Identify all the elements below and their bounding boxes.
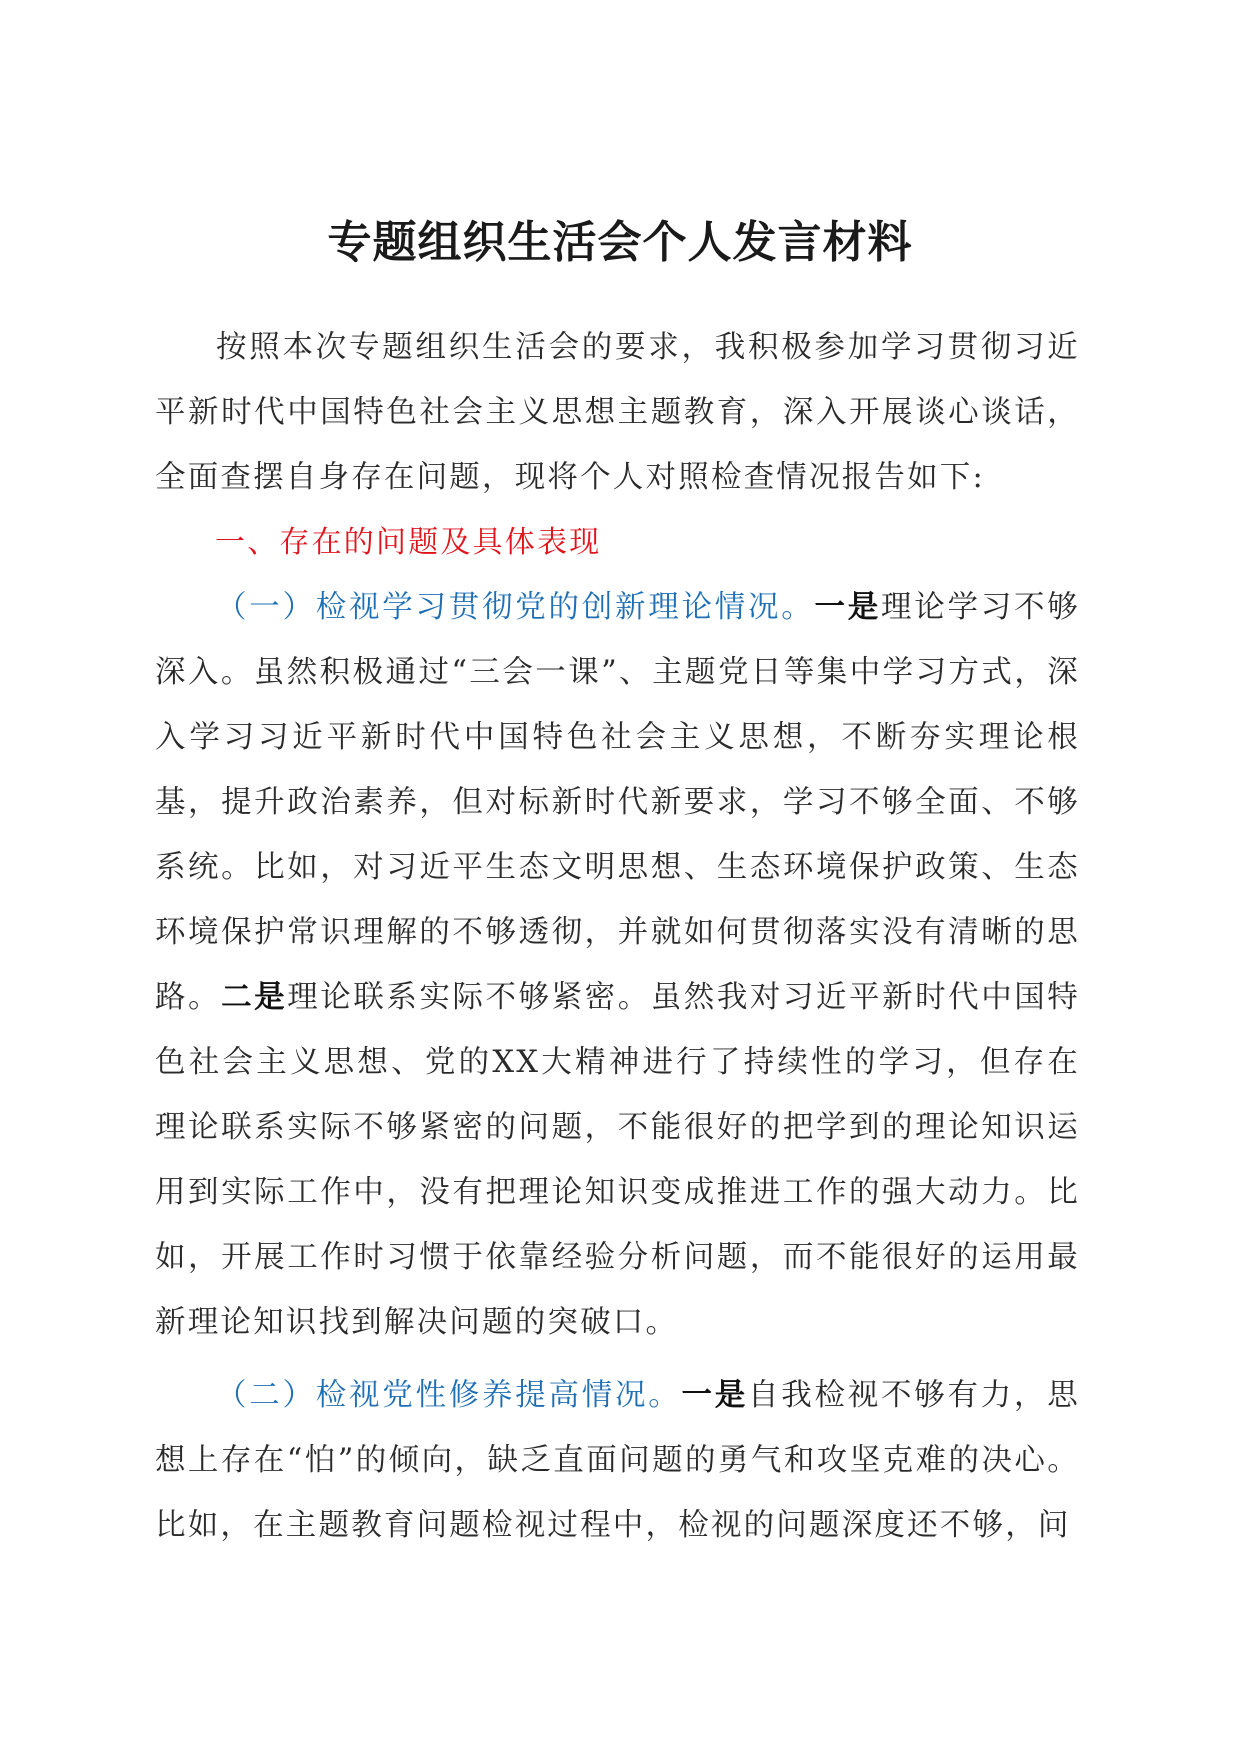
point-1-text: 理论学习不够深入。虽然积极通过“三会一课”、主题党日等集中学习方式，深入学习习近平新时代中国特色社会主义思想，不断夯实理论根基，提升政治素养，但对标新时代新要求，学习不够全面、不够系统。比如，对习近平生态文明思想、生态环境保护政策、生态环境保护常识理解的不够透彻，并就如何贯彻落实没有清晰的思路。: [155, 590, 1081, 1015]
document-title: 专题组织生活会个人发言材料: [327, 217, 913, 268]
subsection-2-heading: （二）检视党性修养提高情况。: [216, 1378, 682, 1413]
sub2-point-1-text: 自我检视不够有力，思想上存在“怕”的倾向，缺乏直面问题的勇气和攻坚克难的决心。比如，在主题教育问题检视过程中，检视的问题深度还不够，问: [155, 1378, 1081, 1543]
document-body: [155, 315, 1080, 1558]
subsection-2-paragraph: [155, 1363, 1080, 1558]
point-2-text: 理论联系实际不够紧密。虽然我对习近平新时代中国特色社会主义思想、党的XX大精神进行了持续性的学习，但存在理论联系实际不够紧密的问题，不能很好的把学到的理论知识运用到实际工作中，没有把理论知识变成推进工作的强大动力。比如，开展工作时习惯于依靠经验分析问题，而不能很好的运用最新理论知识找到解决问题的突破口。: [155, 980, 1081, 1340]
sub2-point-1-keyword: 一是: [681, 1377, 749, 1413]
subsection-1-heading: （一）检视学习贯彻党的创新理论情况。: [216, 590, 815, 625]
subsection-1-paragraph: [155, 575, 1080, 1355]
paragraph-gap: [155, 1355, 1080, 1363]
section-heading-problems: 一、存在的问题及具体表现: [215, 525, 602, 560]
point-1-keyword: 一是: [814, 589, 882, 625]
intro-paragraph: 按照本次专题组织生活会的要求，我积极参加学习贯彻习近平新时代中国特色社会主义思想主题教育，深入开展谈心谈话，全面查摆自身存在问题，现将个人对照检查情况报告如下:: [155, 330, 1080, 495]
point-2-keyword: 二是: [221, 979, 288, 1015]
